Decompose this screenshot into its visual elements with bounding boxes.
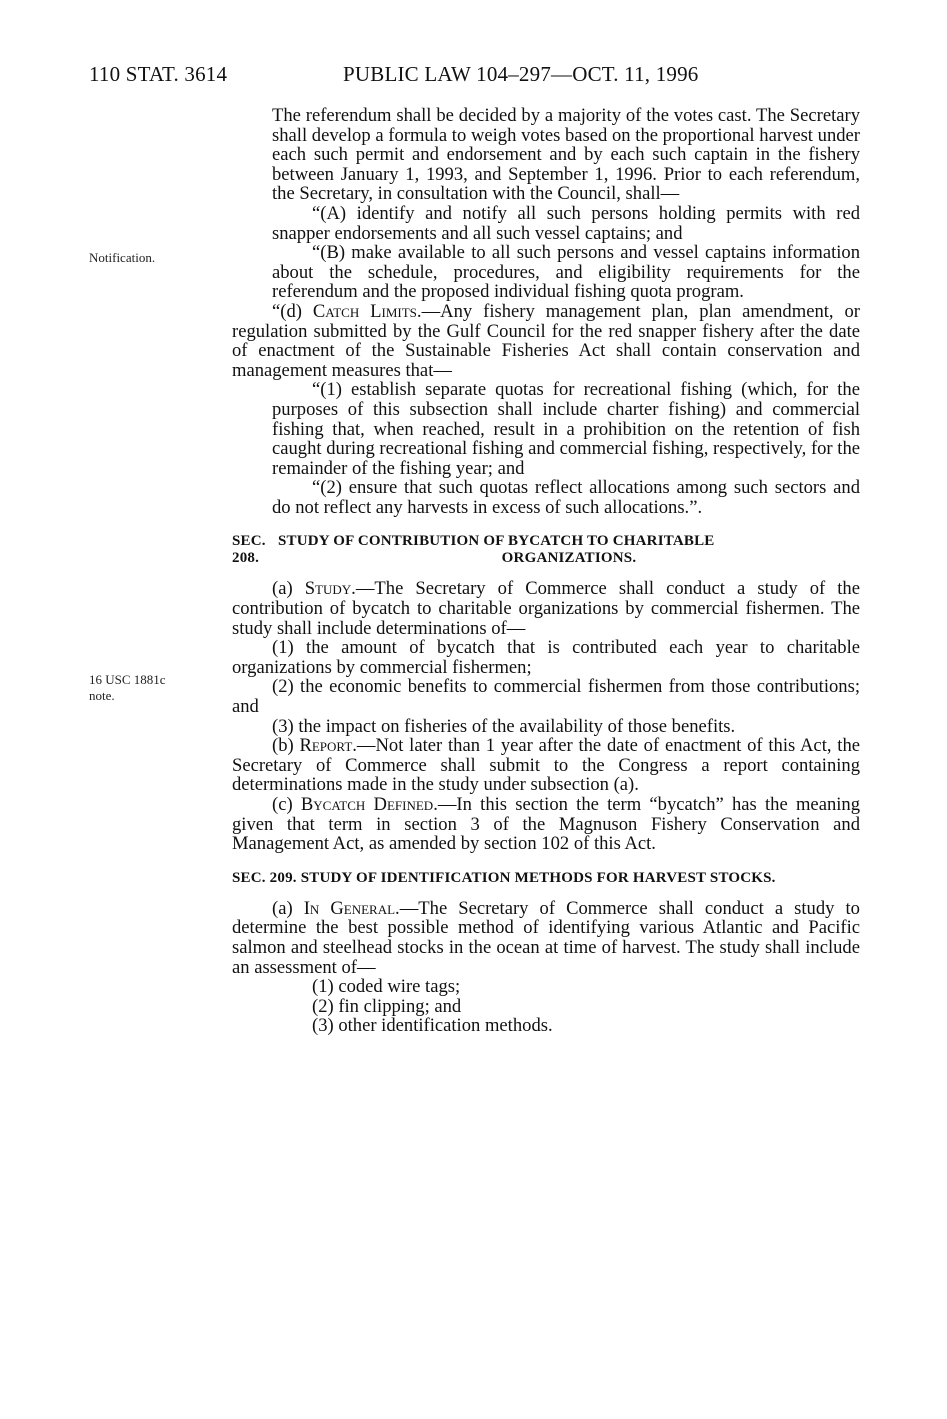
margin-note-usc-line2: note. bbox=[89, 688, 115, 703]
sec208-bycatch-heading: Bycatch Defined bbox=[300, 794, 434, 815]
sec208-report-paragraph: (b) Report.—Not later than 1 year after the date of enactment of this Act, the Secretary of Commerce shall submit to the Congress a report containing determinations made in the study under subsection (a). bbox=[232, 735, 860, 796]
section-209-title: STUDY OF IDENTIFICATION METHODS FOR HARVEST STOCKS. bbox=[300, 869, 776, 886]
referendum-block bbox=[232, 106, 860, 302]
running-header: PUBLIC LAW 104–297—OCT. 11, 1996 bbox=[343, 62, 699, 86]
catch-limits-item-2: “(2) ensure that such quotas reflect allocations among such sectors and do not reflect any harvests in excess of such allocations.”. bbox=[272, 477, 860, 518]
catch-limits-prefix: “(d) bbox=[272, 300, 313, 322]
section-209-heading bbox=[232, 870, 860, 887]
sec208-item-3: (3) the impact on fisheries of the availability of those benefits. bbox=[272, 715, 736, 737]
section-208-title-line2: ORGANIZATIONS. bbox=[501, 550, 637, 567]
sec209-item-2: (2) fin clipping; and bbox=[312, 995, 462, 1017]
sec208-report-heading: Report bbox=[299, 735, 353, 757]
section-208-heading bbox=[232, 533, 860, 567]
document-body bbox=[232, 106, 860, 1036]
section-208-number: SEC. 208. bbox=[232, 533, 266, 567]
sec209-item-1: (1) coded wire tags; bbox=[312, 976, 461, 998]
sec208-bycatch-paragraph: (c) Bycatch Defined.—In this section the term “bycatch” has the meaning given that term in section 3 of the Magnuson Fishery Conservation and Management Act, as amended by section 102 of this Act. bbox=[232, 794, 860, 855]
catch-limits-heading: Catch Limits bbox=[312, 300, 417, 322]
sec208-item-1: (1) the amount of bycatch that is contributed each year to charitable organizations by commercial fishermen; bbox=[232, 637, 860, 678]
margin-note-usc-line1: 16 USC 1881c bbox=[89, 672, 166, 687]
sec209-general-heading: In General bbox=[303, 897, 396, 919]
sec209-item-3: (3) other identification methods. bbox=[312, 1015, 553, 1037]
sec208-item-2: (2) the economic benefits to commercial fishermen from those contributions; and bbox=[232, 676, 860, 718]
stat-reference: 110 STAT. 3614 bbox=[89, 62, 228, 86]
sec209-general-paragraph: (a) In General.—The Secretary of Commerce shall conduct a study to determine the best possible method of identifying various Atlantic and Pacific salmon and steelhead stocks in the ocean at time of harvest. The study shall include an assessment of— bbox=[232, 897, 860, 978]
clause-a: “(A) identify and notify all such persons holding permits with red snapper endorsements and all such vessel captains; and bbox=[272, 202, 860, 244]
catch-limits-paragraph bbox=[232, 302, 860, 380]
sec208-study-paragraph: (a) Study.—The Secretary of Commerce shall conduct a study of the contribution of bycatch to charitable organizations by commercial fishermen. The study shall include determinations of— bbox=[232, 578, 860, 639]
margin-note-notification: Notification. bbox=[89, 250, 156, 265]
margin-note-usc-reference bbox=[89, 672, 166, 704]
section-208-title-line1: STUDY OF CONTRIBUTION OF BYCATCH TO CHARITABLE bbox=[278, 533, 715, 550]
section-209-number: SEC. 209. bbox=[232, 869, 297, 886]
sec208-study-heading: Study bbox=[304, 578, 352, 600]
clause-b: “(B) make available to all such persons and vessel captains information about the schedule, procedures, and eligibility requirements for the referendum and the proposed individual fishing quota program. bbox=[272, 242, 860, 303]
referendum-paragraph: The referendum shall be decided by a majority of the votes cast. The Secretary shall develop a formula to weigh votes based on the proportional harvest under each such permit and endorsement and by each such captain in the fishery between January 1, 1993, and September 1, 1996. Prior to each referendum, the Secretary, in consultation with the Council, shall— bbox=[272, 105, 860, 205]
catch-limits-text: .—Any fishery management plan, plan amendment, or regulation submitted by the Gulf Council for the red snapper fishery after the date of enactment of the Sustainable Fisheries Act shall contain conservation and management measures that— bbox=[232, 300, 860, 381]
catch-limits-item-1: “(1) establish separate quotas for recreational fishing (which, for the purposes of this subsection shall include charter fishing) and commercial fishing that, when reached, result in a prohibition on the retention of fish caught during recreational fishing and commercial fishing, respectively, for the remainder of the fishing year; and bbox=[272, 379, 860, 479]
